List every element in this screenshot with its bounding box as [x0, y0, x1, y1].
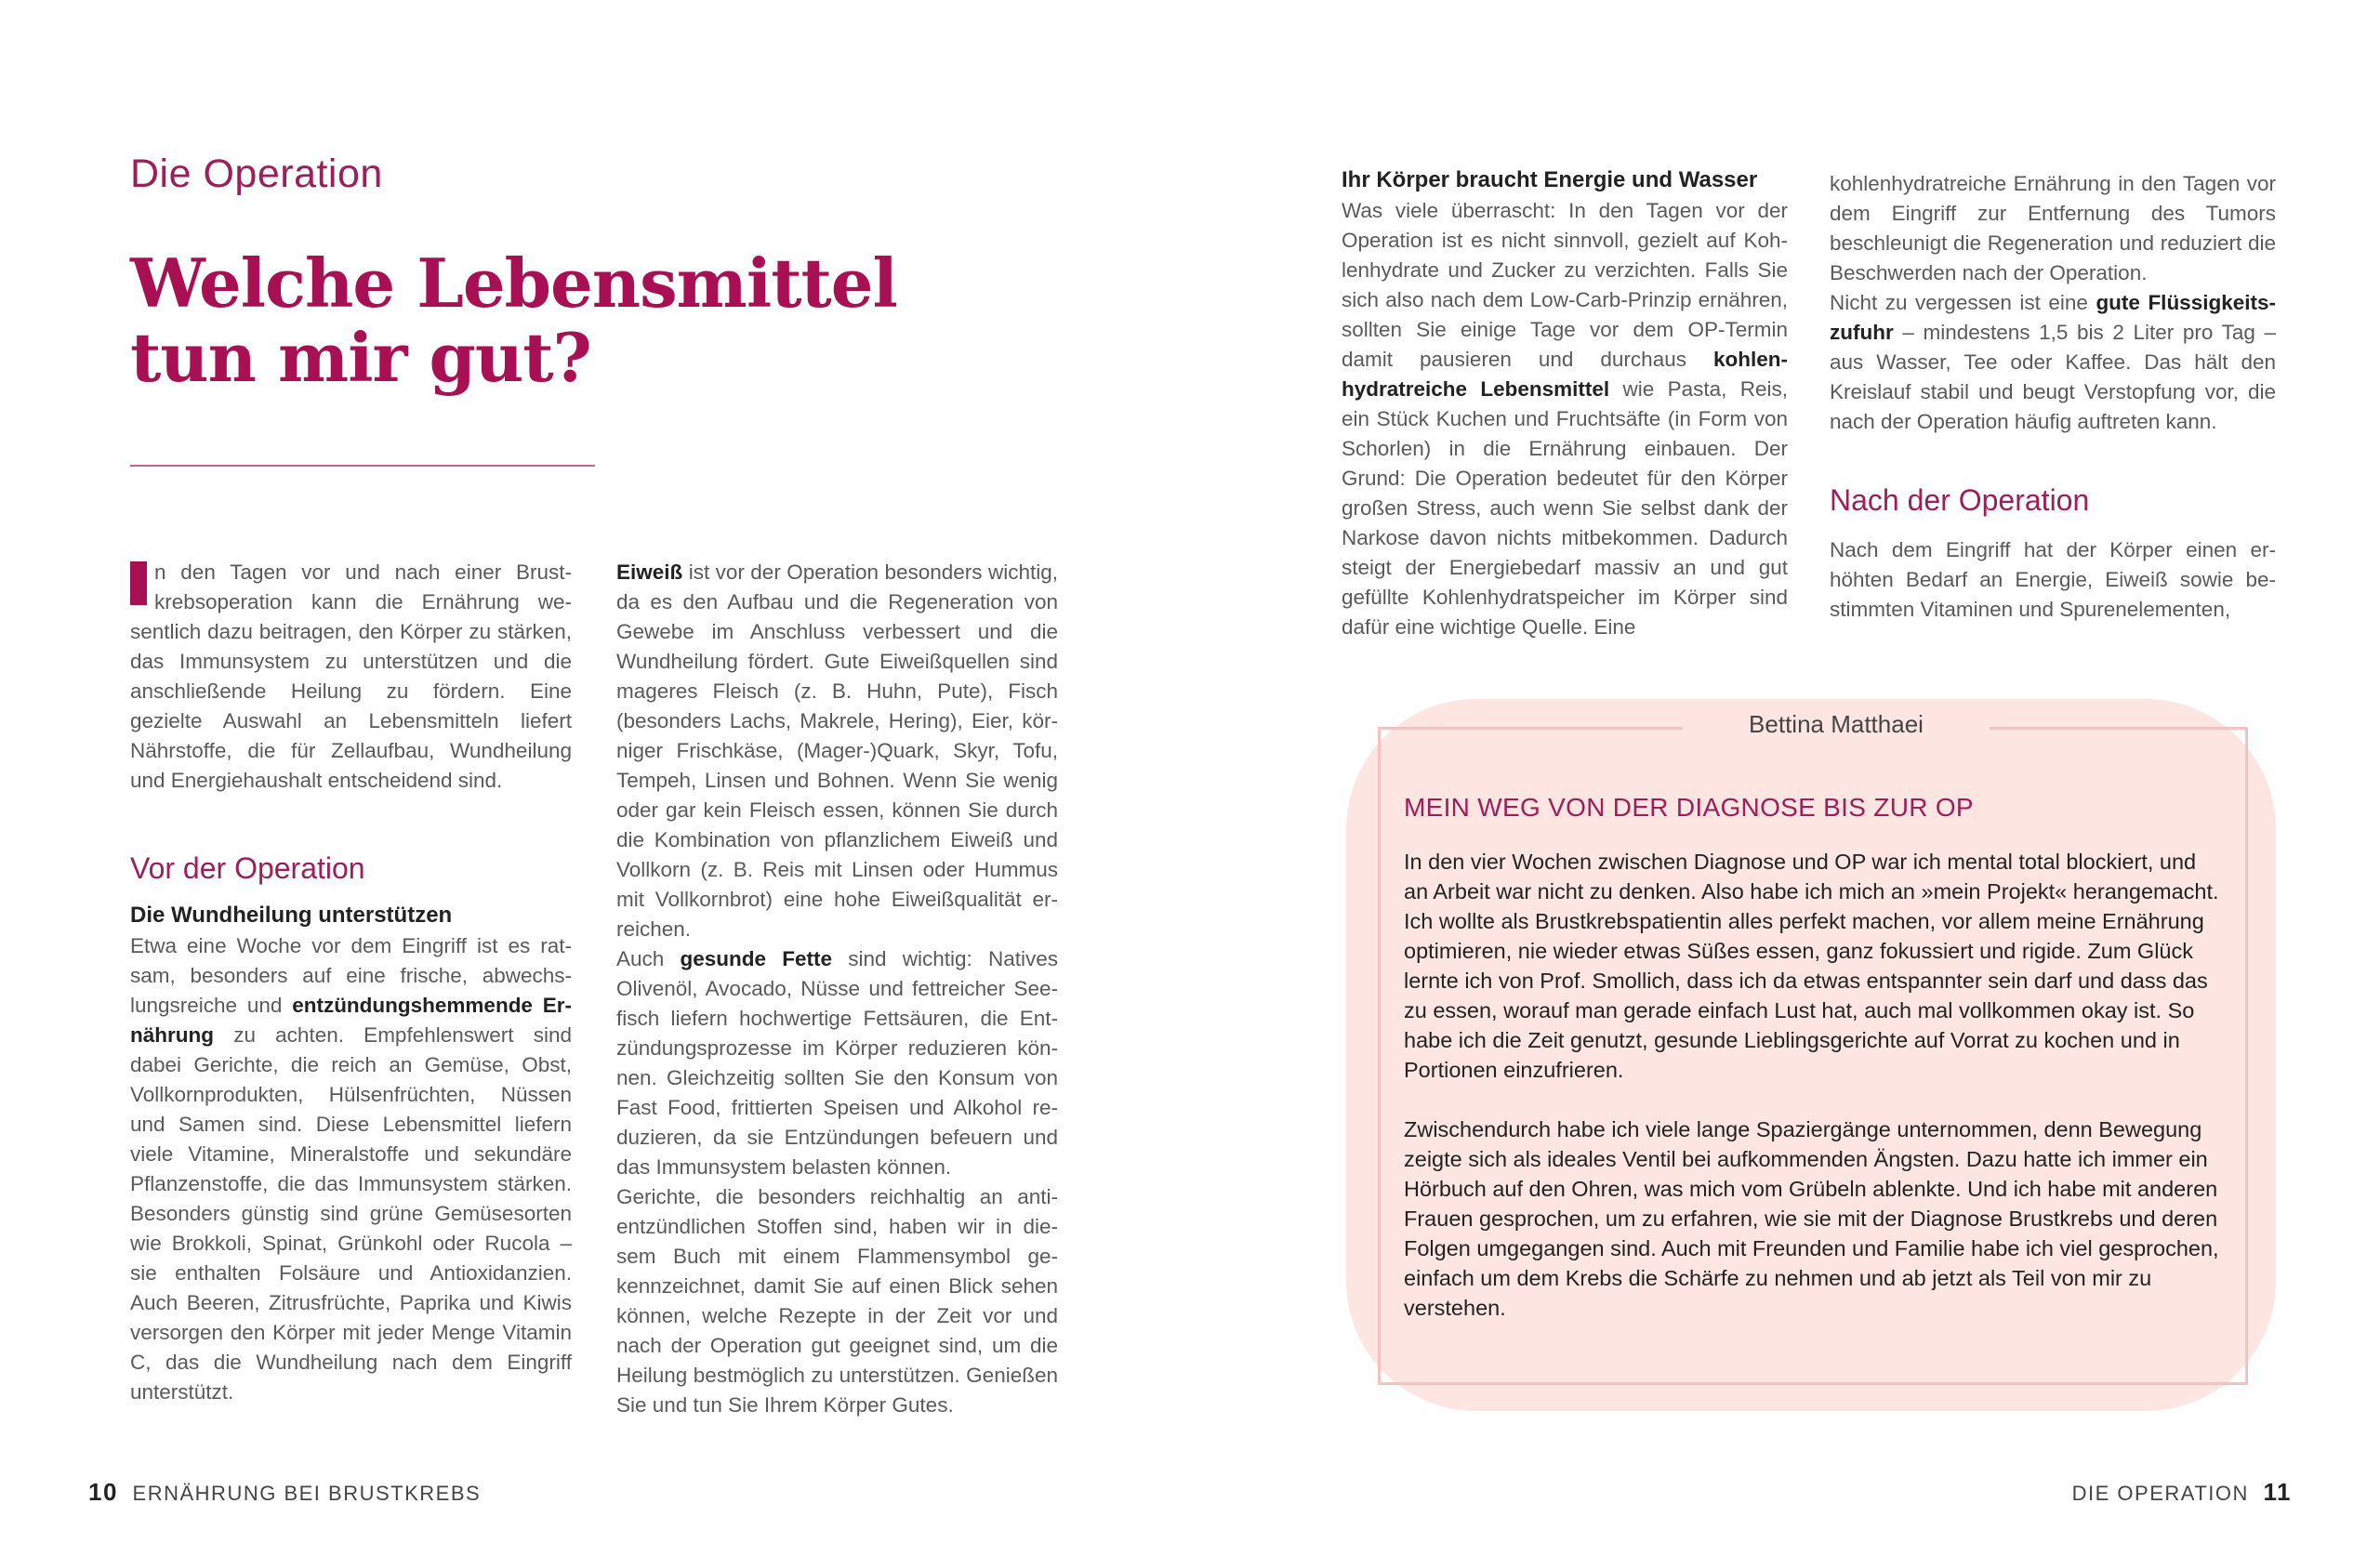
subheading-wundheilung: Die Wundheilung unterstützen [130, 903, 453, 928]
testimonial-paragraph-2: Zwischendurch habe ich viele lange Spaziergänge unternommen, denn Bewegung zeigte sich als ideales Ventil bei aufkommenden Ängsten. Dazu hatte ich immer ein Hörbuch auf den Ohren, was mich vom Grübeln ablenkte. Und ich habe mit anderen Frauen gesprochen, um zu erfahren, wie sie mit der Diagnose Brustkrebs und deren Folgen umgegangen sind. Auch mit Freunden und Familie habe ich viel gesprochen, einfach um dem Krebs die Schärfe zu nehmen und ab jetzt als Teil von mir zu verstehen. [1404, 1117, 2219, 1320]
headline-divider [130, 465, 595, 467]
right-column-1 [1342, 165, 1788, 642]
headline-line-1: Welche Lebensmittel [130, 244, 897, 323]
energie-paragraph: Was viele überrascht: In den Tagen vor der Operation ist es nicht sinnvoll, gezielt auf Kohlenhydrate und Zucker zu verzichten. Falls Sie sich also nach dem Low-Carb-Prinzip ernähren, sollten Sie einige Tage vor dem OP-Termin damit pausieren und durchaus kohlenhydratreiche Lebensmittel wie Pasta, Reis, ein Stück Kuchen und Fruchtsäfte (in Form von Schorlen) in die Ernährung einbauen. Der Grund: Die Operation bedeutet für den Körper großen Stress, auch wenn Sie selbst dank der Narkose davon nichts mitbekommen. Dadurch steigt der Energiebedarf massiv an und gut gefüllte Kohlenhydratspeicher im Körper sind dafür eine wichtige Quelle. Eine [1342, 199, 1788, 639]
subheading-energie-wasser: Ihr Körper braucht Energie und Wasser [1342, 167, 1758, 192]
headline-line-2: tun mir gut? [130, 318, 591, 397]
page-number-left: 10 [88, 1478, 118, 1506]
testimonial-content [1404, 793, 2222, 1352]
running-title-right: DIE OPERATION [2071, 1482, 2249, 1505]
heading-vor-der-operation: Vor der Operation [130, 851, 365, 885]
intro-text: n den Tagen vor und nach einer Brustkrebsoperation kann die Ernährung wesentlich dazu beitragen, den Körper zu stärken, das Immunsystem zu unterstützen und die anschließende Heilung zu fördern. Eine gezielte Auswahl an Lebensmitteln liefert Nährstoffe, die für Zellaufbau, Wundheilung und Energiehaushalt entscheidend sind. [130, 560, 572, 792]
page-headline [130, 246, 967, 395]
testimonial-paragraph-1: In den vier Wochen zwischen Diagnose und OP war ich mental total blockiert, und an Arbeit war nicht zu denken. Also habe ich mich an »mein Projekt« herangemacht. Ich wollte als Brustkrebspatientin alles perfekt machen, vor allem meine Ernährung optimieren, nie wieder etwas Süßes essen, ganz fokussiert und rigide. Zum Glück lernte ich von Prof. Smollich, dass ich da etwas entspannter sein darf und dass das zu essen, worauf man gerade einfach Lust hat, auch mal vollkommen okay ist. So habe ich die Zeit genutzt, gesunde Lieblingsgerichte auf Vorrat zu kochen und in Portionen einzufrieren. [1404, 850, 2219, 1082]
eiweiss-paragraph: Eiweiß ist vor der Operation besonders wichtig, da es den Aufbau und die Regeneration von Gewebe im Anschluss verbessert und die Wundheilung fördert. Gute Eiweißquellen sind mageres Fleisch (z. B. Huhn, Pute), Fisch (besonders Lachs, Makrele, Hering), Eier, körniger Frischkäse, (Mager-)Quark, Skyr, Tofu, Tempeh, Linsen und Bohnen. Wenn Sie wenig oder gar kein Fleisch essen, können Sie durch die Kombination von pflanzlichem Eiweiß und Vollkorn (z. B. Reis mit Linsen oder Hummus mit Vollkornbrot) eine hohe Eiweißqualität erreichen. [616, 560, 1058, 941]
gerichte-paragraph: Gerichte, die besonders reichhaltig an antientzündlichen Stoffen sind, haben wir in diesem Buch mit einem Flammensymbol gekennzeichnet, damit Sie auf einen Blick sehen können, welche Rezepte in der Zeit vor und nach der Operation gut geeignet sind, um die Heilung bestmöglich zu unterstützen. Genießen Sie und tun Sie Ihrem Körper Gutes. [616, 1185, 1058, 1417]
testimonial-text [1404, 847, 2222, 1323]
testimonial-title: MEIN WEG VON DER DIAGNOSE BIS ZUR OP [1404, 793, 1974, 822]
left-column-2 [616, 558, 1058, 1420]
section-kicker: Die Operation [130, 152, 383, 196]
intro-paragraph [130, 558, 572, 796]
right-column-2 [1830, 169, 2276, 625]
page-number-right: 11 [2263, 1478, 2292, 1506]
nach-op-paragraph: Nach dem Eingriff hat der Körper einen erhöhten Bedarf an Energie, Eiweiß sowie bestimmten Vitaminen und Spurenelementen, [1830, 538, 2276, 621]
folio-left [88, 1478, 481, 1507]
fluessigkeit-paragraph: Nicht zu vergessen ist eine gute Flüssigkeitszufuhr – mindestens 1,5 bis 2 Liter pro Tag – aus Wasser, Tee oder Kaffee. Das hält den Kreislauf stabil und beugt Verstopfung vor, die nach der Operation häufig auftreten kann. [1830, 291, 2276, 433]
running-title-left: ERNÄHRUNG BEI BRUSTKREBS [132, 1482, 482, 1505]
fette-paragraph: Auch gesunde Fette sind wichtig: Natives Olivenöl, Avocado, Nüsse und fettreicher Seefisch liefern hochwertige Fettsäuren, die Entzündungsprozesse im Körper reduzieren können. Gleichzeitig sollten Sie den Konsum von Fast Food, frittierten Speisen und Alkohol reduzieren, da sie Entzündungen befeuern und das Immunsystem belasten können. [616, 947, 1058, 1179]
heading-nach-der-operation: Nach der Operation [1830, 483, 2090, 517]
wundheilung-paragraph: Etwa eine Woche vor dem Eingriff ist es ratsam, besonders auf eine frische, abwechslungsreiche und entzündungshemmende Ernährung zu achten. Empfehlenswert sind dabei Gerichte, die reich an Gemüse, Obst, Vollkornprodukten, Hülsenfrüchten, Nüssen und Samen sind. Diese Lebensmittel liefern viele Vitamine, Mineralstoffe und sekundäre Pflanzenstoffe, die das Immunsystem stärken. Besonders günstig sind grüne Gemüsesorten wie Brokkoli, Spinat, Grünkohl oder Rucola – sie enthalten Folsäure und Antioxidanzien. Auch Beeren, Zitrusfrüchte, Paprika und Kiwis versorgen den Körper mit jeder Menge Vitamin C, das die Wundheilung nach dem Eingriff unterstützt. [130, 934, 572, 1404]
dropcap [130, 561, 147, 605]
testimonial-author: Bettina Matthaei [1683, 710, 1990, 739]
kohlenhydrat-paragraph: kohlenhydratreiche Ernährung in den Tagen vor dem Eingriff zur Entfernung des Tumors beschleunigt die Regeneration und reduziert die Beschwerden nach der Operation. [1830, 172, 2276, 284]
folio-right [2072, 1478, 2292, 1507]
left-column-1 [130, 558, 572, 1407]
